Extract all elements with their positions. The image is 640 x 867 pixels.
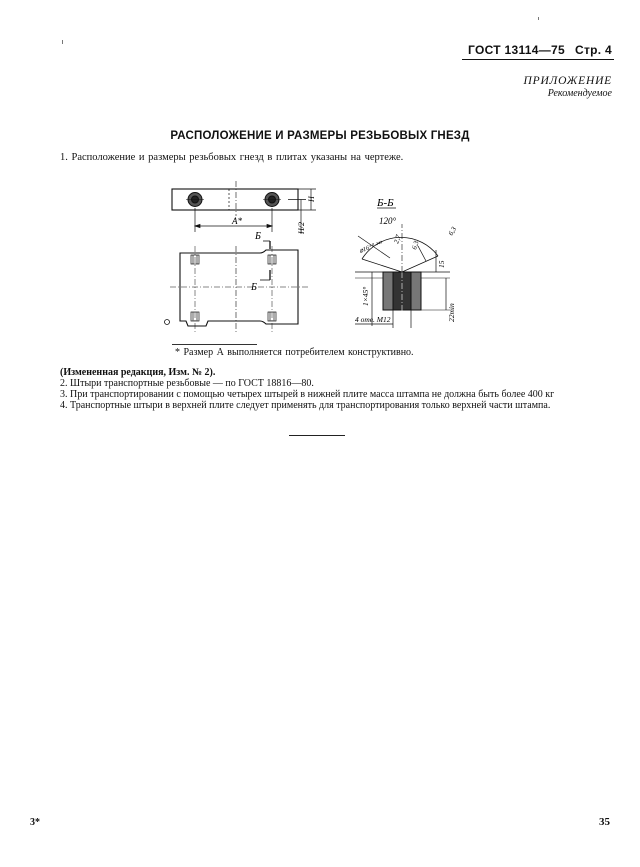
page-label: Стр. 4 [574,43,612,57]
dim-15-label: 15 [437,260,446,268]
footnote: * Размер А выполняется потребителем конструктивно. [175,347,414,358]
appendix-subtitle: Рекомендуемое [547,88,612,99]
hole-dia-label: ⌀16⁺⁰·²⁴³ [358,240,384,255]
dim-a-label: А* [232,216,242,226]
scan-mark [62,40,63,44]
dim-6-3-b-label: 6,3 [446,225,459,237]
threaded-hole-right [263,193,281,207]
angle-label: 120° [379,216,397,226]
small-circle-mark [165,320,170,325]
section-title: РАСПОЛОЖЕНИЕ И РАЗМЕРЫ РЕЗЬБОВЫХ ГНЕЗД [170,130,470,142]
dim-6-3-a-label: 6,3 [410,239,421,251]
section-mark-upper-label: Б [255,231,261,242]
header-rule [462,59,614,60]
item-2: 2. Штыри транспортные резьбовые — по ГОСТ 18816—80. [60,378,314,389]
section-mark-lower-label: Б [251,282,257,293]
footnote-rule [172,344,257,345]
doc-code: ГОСТ 13114—75 [468,43,565,57]
paragraph-1: 1. Расположение и размеры резьбовых гнезд в плитах указаны на чертеже. [60,152,404,163]
dim-h-half-label: Н/2 [297,222,306,234]
section-mark-upper [263,241,270,249]
end-rule [289,435,345,436]
page-corner-right: 35 [599,816,610,828]
section-title-label: Б-Б [377,197,394,209]
page-corner-left: 3* [30,817,40,828]
appendix-title: ПРИЛОЖЕНИЕ [523,75,612,87]
item-4: 4. Транспортные штыри в верхней плите следует применять для транспортирования только верхней части штампа. [60,400,551,411]
top-view-holes [191,255,276,321]
dim-h-label: Н [307,196,316,202]
dim-22min-label: 22min [447,303,456,322]
item-3: 3. При транспортировании с помощью четырех штырей в нижней плите масса штампа не должна быть более 400 кг [60,389,555,400]
chamfer-label: 1×45° [361,286,370,306]
numbered-items [60,367,620,411]
appendix-block [524,75,612,99]
technical-drawing [150,176,480,351]
threaded-hole-left [186,193,204,207]
document-header [468,43,612,57]
thread-label: 4 отв. М12 [355,315,391,324]
dim-2-7-label: 2,7 [392,233,403,245]
scan-mark [538,17,539,20]
section-mark-lower [260,270,270,280]
edition-note: (Измененная редакция, Изм. № 2). [60,367,216,378]
